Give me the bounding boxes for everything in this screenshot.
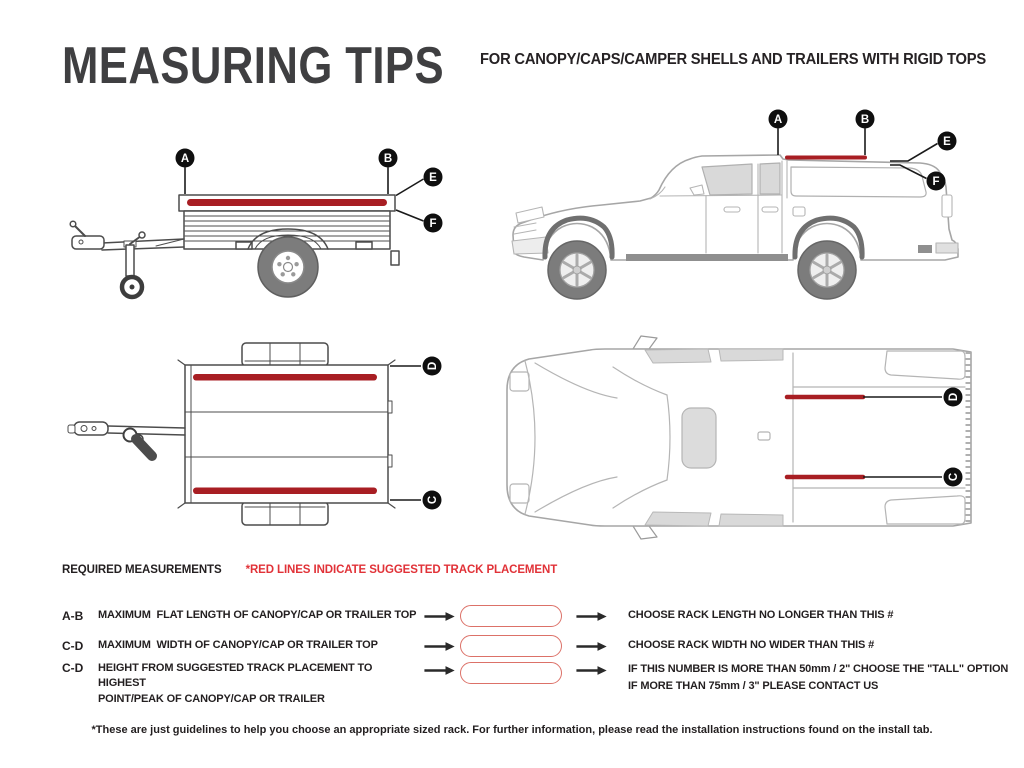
marker-f <box>424 214 443 233</box>
measurement-label: C-D <box>62 639 84 653</box>
measurement-description: MAXIMUM FLAT LENGTH OF CANOPY/CAP OR TRAILER TOP <box>98 609 417 622</box>
leader-lines <box>390 366 421 500</box>
marker-b <box>856 110 875 129</box>
measurement-label: C-D <box>62 661 84 675</box>
measurements-header <box>62 564 557 576</box>
track-placement-line <box>193 488 377 495</box>
arrow-icon <box>576 665 608 676</box>
measurement-result: IF THIS NUMBER IS MORE THAN 50mm / 2" CHOOSE THE "TALL" OPTION IF MORE THAN 75mm / 3" PLEASE CONTACT US <box>628 663 1009 693</box>
marker-f <box>927 172 946 191</box>
track-placement-note: *RED LINES INDICATE SUGGESTED TRACK PLACEMENT <box>245 564 558 576</box>
svg-text:D: D <box>948 392 960 402</box>
measurement-row-cd-width <box>62 631 1012 661</box>
page-title: MEASURING TIPS <box>62 37 445 95</box>
marker-b <box>379 149 398 168</box>
measurement-row-ab <box>62 601 1012 631</box>
trailer-top-drawing <box>68 343 395 525</box>
measurement-description: MAXIMUM WIDTH OF CANOPY/CAP OR TRAILER TOP <box>98 639 378 652</box>
measurement-input-box <box>460 635 562 657</box>
measurement-description: HEIGHT FROM SUGGESTED TRACK PLACEMENT TO HIGHEST POINT/PEAK OF CANOPY/CAP OR TRAILER <box>98 662 373 705</box>
svg-text:E: E <box>429 172 437 184</box>
truck-top-view-diagram <box>495 335 990 540</box>
truck-side-view-diagram <box>490 95 985 315</box>
page-subtitle: FOR CANOPY/CAPS/CAMPER SHELLS AND TRAILERS WITH RIGID TOPS <box>480 51 987 68</box>
svg-text:B: B <box>383 153 393 165</box>
arrow-icon <box>576 641 608 652</box>
trailer-side-drawing <box>70 195 399 297</box>
svg-text:C: C <box>427 495 439 505</box>
measurement-row-cd-height <box>62 661 1012 707</box>
marker-d <box>944 388 963 407</box>
marker-e <box>938 132 957 151</box>
truck-side-drawing <box>512 155 958 299</box>
trailer-wheel <box>258 237 318 297</box>
measurement-input-box <box>460 662 562 684</box>
marker-a <box>769 110 788 129</box>
measurement-label: A-B <box>62 609 84 623</box>
marker-e <box>424 168 443 187</box>
svg-text:A: A <box>773 114 783 126</box>
measurement-result: CHOOSE RACK LENGTH NO LONGER THAN THIS # <box>628 609 894 622</box>
arrow-icon <box>424 611 456 622</box>
measurement-input-box <box>460 605 562 627</box>
track-placement-line <box>193 374 377 381</box>
required-measurements-heading: REQUIRED MEASUREMENTS <box>62 564 222 576</box>
marker-c <box>423 491 442 510</box>
svg-text:C: C <box>948 472 960 482</box>
track-placement-line <box>187 199 387 206</box>
marker-a <box>176 149 195 168</box>
svg-text:A: A <box>180 153 190 165</box>
arrow-icon <box>576 611 608 622</box>
arrow-icon <box>424 665 456 676</box>
svg-text:F: F <box>932 176 940 188</box>
measurement-result: CHOOSE RACK WIDTH NO WIDER THAN THIS # <box>628 639 875 652</box>
marker-d <box>423 357 442 376</box>
truck-top-drawing <box>507 336 971 539</box>
trailer-top-view-diagram <box>60 335 460 540</box>
arrow-icon <box>424 641 456 652</box>
svg-text:B: B <box>860 114 870 126</box>
footnote: *These are just guidelines to help you choose an appropriate sized rack. For further information, please read the installation instructions found on the install tab. <box>91 724 933 736</box>
svg-text:E: E <box>943 136 951 148</box>
svg-text:D: D <box>427 361 439 371</box>
trailer-side-view-diagram <box>60 115 460 320</box>
svg-text:F: F <box>429 218 437 230</box>
marker-c <box>944 468 963 487</box>
measurement-rows <box>62 601 1012 707</box>
